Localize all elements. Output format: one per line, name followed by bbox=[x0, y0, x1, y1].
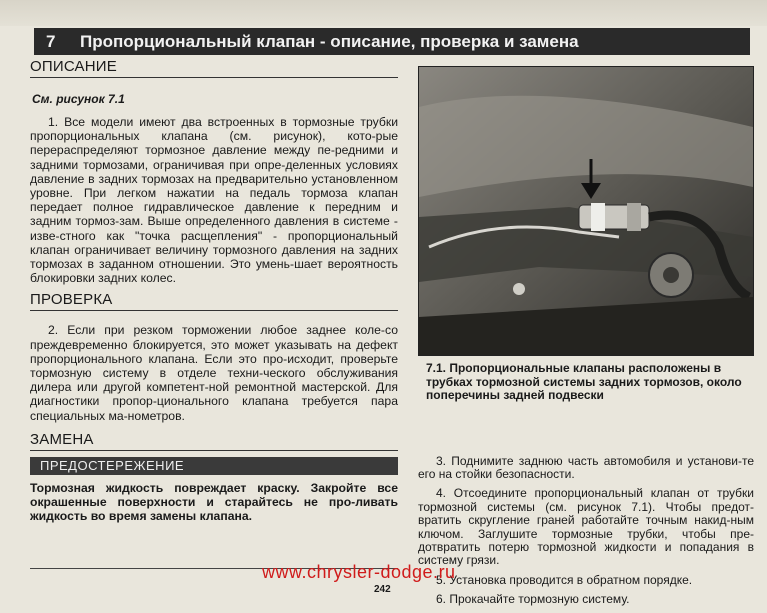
previous-page-bleed bbox=[0, 0, 767, 26]
step-3: 3. Поднимите заднюю часть автомобиля и установи-те его на стойки безопасности. bbox=[418, 453, 754, 481]
warning-text: Тормозная жидкость повреждает краску. Закройте все окрашенные поверхности и старайтесь не про-ливать жидкость во время замены клапана. bbox=[30, 480, 398, 523]
left-column bbox=[30, 58, 398, 523]
see-figure-note: См. рисунок 7.1 bbox=[32, 92, 125, 106]
replacement-steps bbox=[418, 455, 754, 607]
check-paragraph: 2. Если при резком торможении любое заднее коле-со преждевременно блокируется, это может указывать на дефект пропорционального клапана. Если это про-исходит, проверьте тормозную систему в отделе техни-ческого обслуживания дилера или другой компетент-ной ремонтной мастерской. Для диагностики пропор-ционального клапана требуется пара специальных ма-нометров. bbox=[30, 323, 398, 423]
figure-7-1-photo bbox=[418, 66, 754, 356]
description-paragraph: 1. Все модели имеют два встроенных в тормозные трубки пропорциональных клапана (см. рисунок), кото-рые перераспределяют тормозное давление между пе-редними и задними тормозами, ограничивая при опре-деленных условиях давление в задних тормозах на предварительно установленном уровне. При легком нажатии на педаль тормоза клапан передает полное гидравлическое давление к передним и задним тормоз-зам. Выше определенного давления в системе - изве-стного как "точка расщепления" - пропорциональный клапан ограничивает величину тормозного давления на задних тормозах в заданном отношении. Это умень-шает вероятность блокировки задних колес. bbox=[30, 115, 398, 286]
warning-label: ПРЕДОСТЕРЕЖЕНИЕ bbox=[30, 457, 398, 475]
chapter-number: 7 bbox=[46, 32, 56, 51]
description-heading: ОПИСАНИЕ bbox=[30, 58, 398, 78]
check-heading: ПРОВЕРКА bbox=[30, 291, 398, 311]
figure-caption: 7.1. Пропорциональные клапаны расположены в трубках тормозной системы задних тормозов, около поперечины задней подвески bbox=[426, 361, 742, 402]
step-4: 4. Отсоедините пропорциональный клапан от трубки тормозной системы (см. рисунок 7.1). Чтобы предот-вратить скругление граней работайте точным накид-ным ключом. Заглушите тормозные трубки, чтобы пре-дотвратить потерю тормозной жидкости и попадания в систему грязи. bbox=[418, 486, 754, 568]
watermark-url: www.chrysler-dodge.ru bbox=[262, 562, 456, 582]
step-6: 6. Прокачайте тормозную систему. bbox=[436, 592, 630, 607]
step-5: 5. Установка проводится в обратном порядке. bbox=[436, 572, 693, 587]
chapter-title-bar bbox=[34, 28, 750, 55]
chapter-title: Пропорциональный клапан - описание, проверка и замена bbox=[80, 32, 579, 51]
page-number: 242 bbox=[374, 584, 391, 595]
replace-heading: ЗАМЕНА bbox=[30, 431, 398, 451]
brake-valve-photo-illustration bbox=[419, 67, 753, 355]
right-column bbox=[418, 66, 754, 613]
